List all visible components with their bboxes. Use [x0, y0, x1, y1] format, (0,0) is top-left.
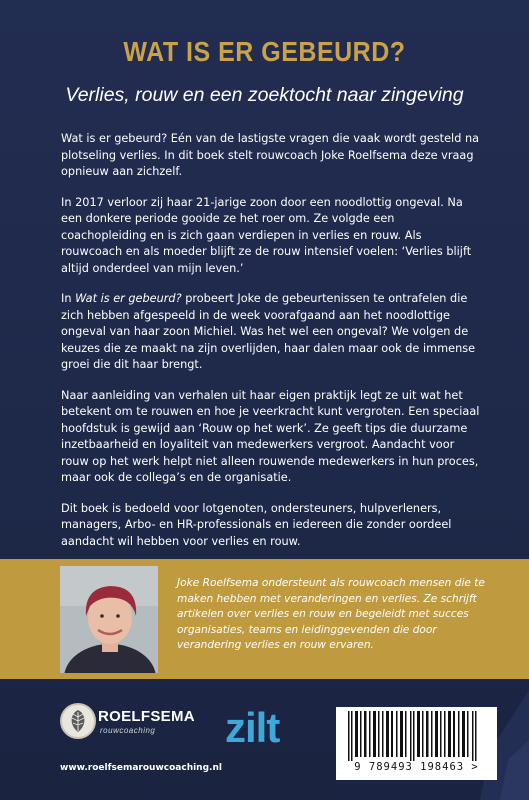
author-bio: Joke Roelfsema ondersteunt als rouwcoach mensen die te maken hebben met veranderingen en verlies. Ze schrijft artikelen over verlies en rouw en begeleidt met succes organisaties, teams en leidinggevenden die door verandering verlies en rouw ervaren.: [177, 577, 485, 651]
isbn-number: 9 789493 198463 >: [354, 761, 479, 773]
logo-brand: ROELFSEMA: [98, 708, 195, 725]
barcode: [336, 707, 497, 780]
website-url: www.roelfsemarouwcoaching.nl: [60, 763, 222, 773]
leaf-badge-icon: [60, 703, 96, 739]
author-photo: [60, 566, 158, 673]
book-title: WAT IS ER GEBEURD?: [123, 36, 406, 68]
blurb-p3-book-title: Wat is er gebeurd?: [75, 292, 182, 305]
blurb-paragraph-3: [61, 291, 481, 374]
publisher-logo: zilt: [225, 704, 280, 751]
roelfsema-logo: [60, 703, 210, 743]
author-portrait-icon: [60, 566, 158, 673]
blurb-paragraph-1: Wat is er gebeurd? Eén van de lastigste vragen die vaak wordt gesteld na plotseling verlies. In dit boek stelt rouwcoach Joke Roelfsema deze vraag opnieuw aan zichzelf.: [61, 132, 480, 178]
blurb: [61, 131, 481, 564]
barcode-bars-icon: [346, 711, 487, 761]
blurb-paragraph-2: In 2017 verloor zij haar 21-jarige zoon door een noodlottig ongeval. Na een donkere periode gooide ze het roer om. Ze volgde een coachopleiding en is zich gaan verdiepen in verlies en rouw. Als rouwcoach en als moeder blijft ze de rouw intensief voelen: ‘Verlies blijft altijd onderdeel van mijn leven.’: [61, 195, 472, 275]
blurb-p3-prefix: In: [61, 292, 76, 305]
blurb-paragraph-4: Naar aanleiding van verhalen uit haar eigen praktijk legt ze uit wat het betekent om te rouwen en hoe je veerkracht kunt vergroten. Een speciaal hoofdstuk is gewijd aan ‘Rouw op het werk’. Ze geeft tips die duurzame inzetbaarheid en loyaliteit van medewerkers vergroot. Aandacht voor rouw op het werk helpt niet alleen rouwende medewerkers in hun proces, maar ook de collega’s en de organisatie.: [61, 388, 480, 484]
book-subtitle: Verlies, rouw en een zoektocht naar zingeving: [65, 84, 464, 106]
logo-tagline: rouwcoaching: [100, 726, 156, 735]
blurb-p3-rest: probeert Joke de gebeurtenissen te ontrafelen die zich hebben afgespeeld in de week voorafgaand aan het noodlottige ongeval van haar zoon Michiel. Was het wel een ongeval? We volgen de keuzes die ze maakt na zijn overlijden, haar dalen maar ook de immense groei die dit haar brengt.: [61, 292, 476, 371]
blurb-paragraph-5: Dit boek is bedoeld voor lotgenoten, ondersteuners, hulpverleners, managers, Arbo- en HR-professionals en iedereen die zonder oordeel aandacht wil hebben voor verlies en rouw.: [61, 501, 452, 548]
